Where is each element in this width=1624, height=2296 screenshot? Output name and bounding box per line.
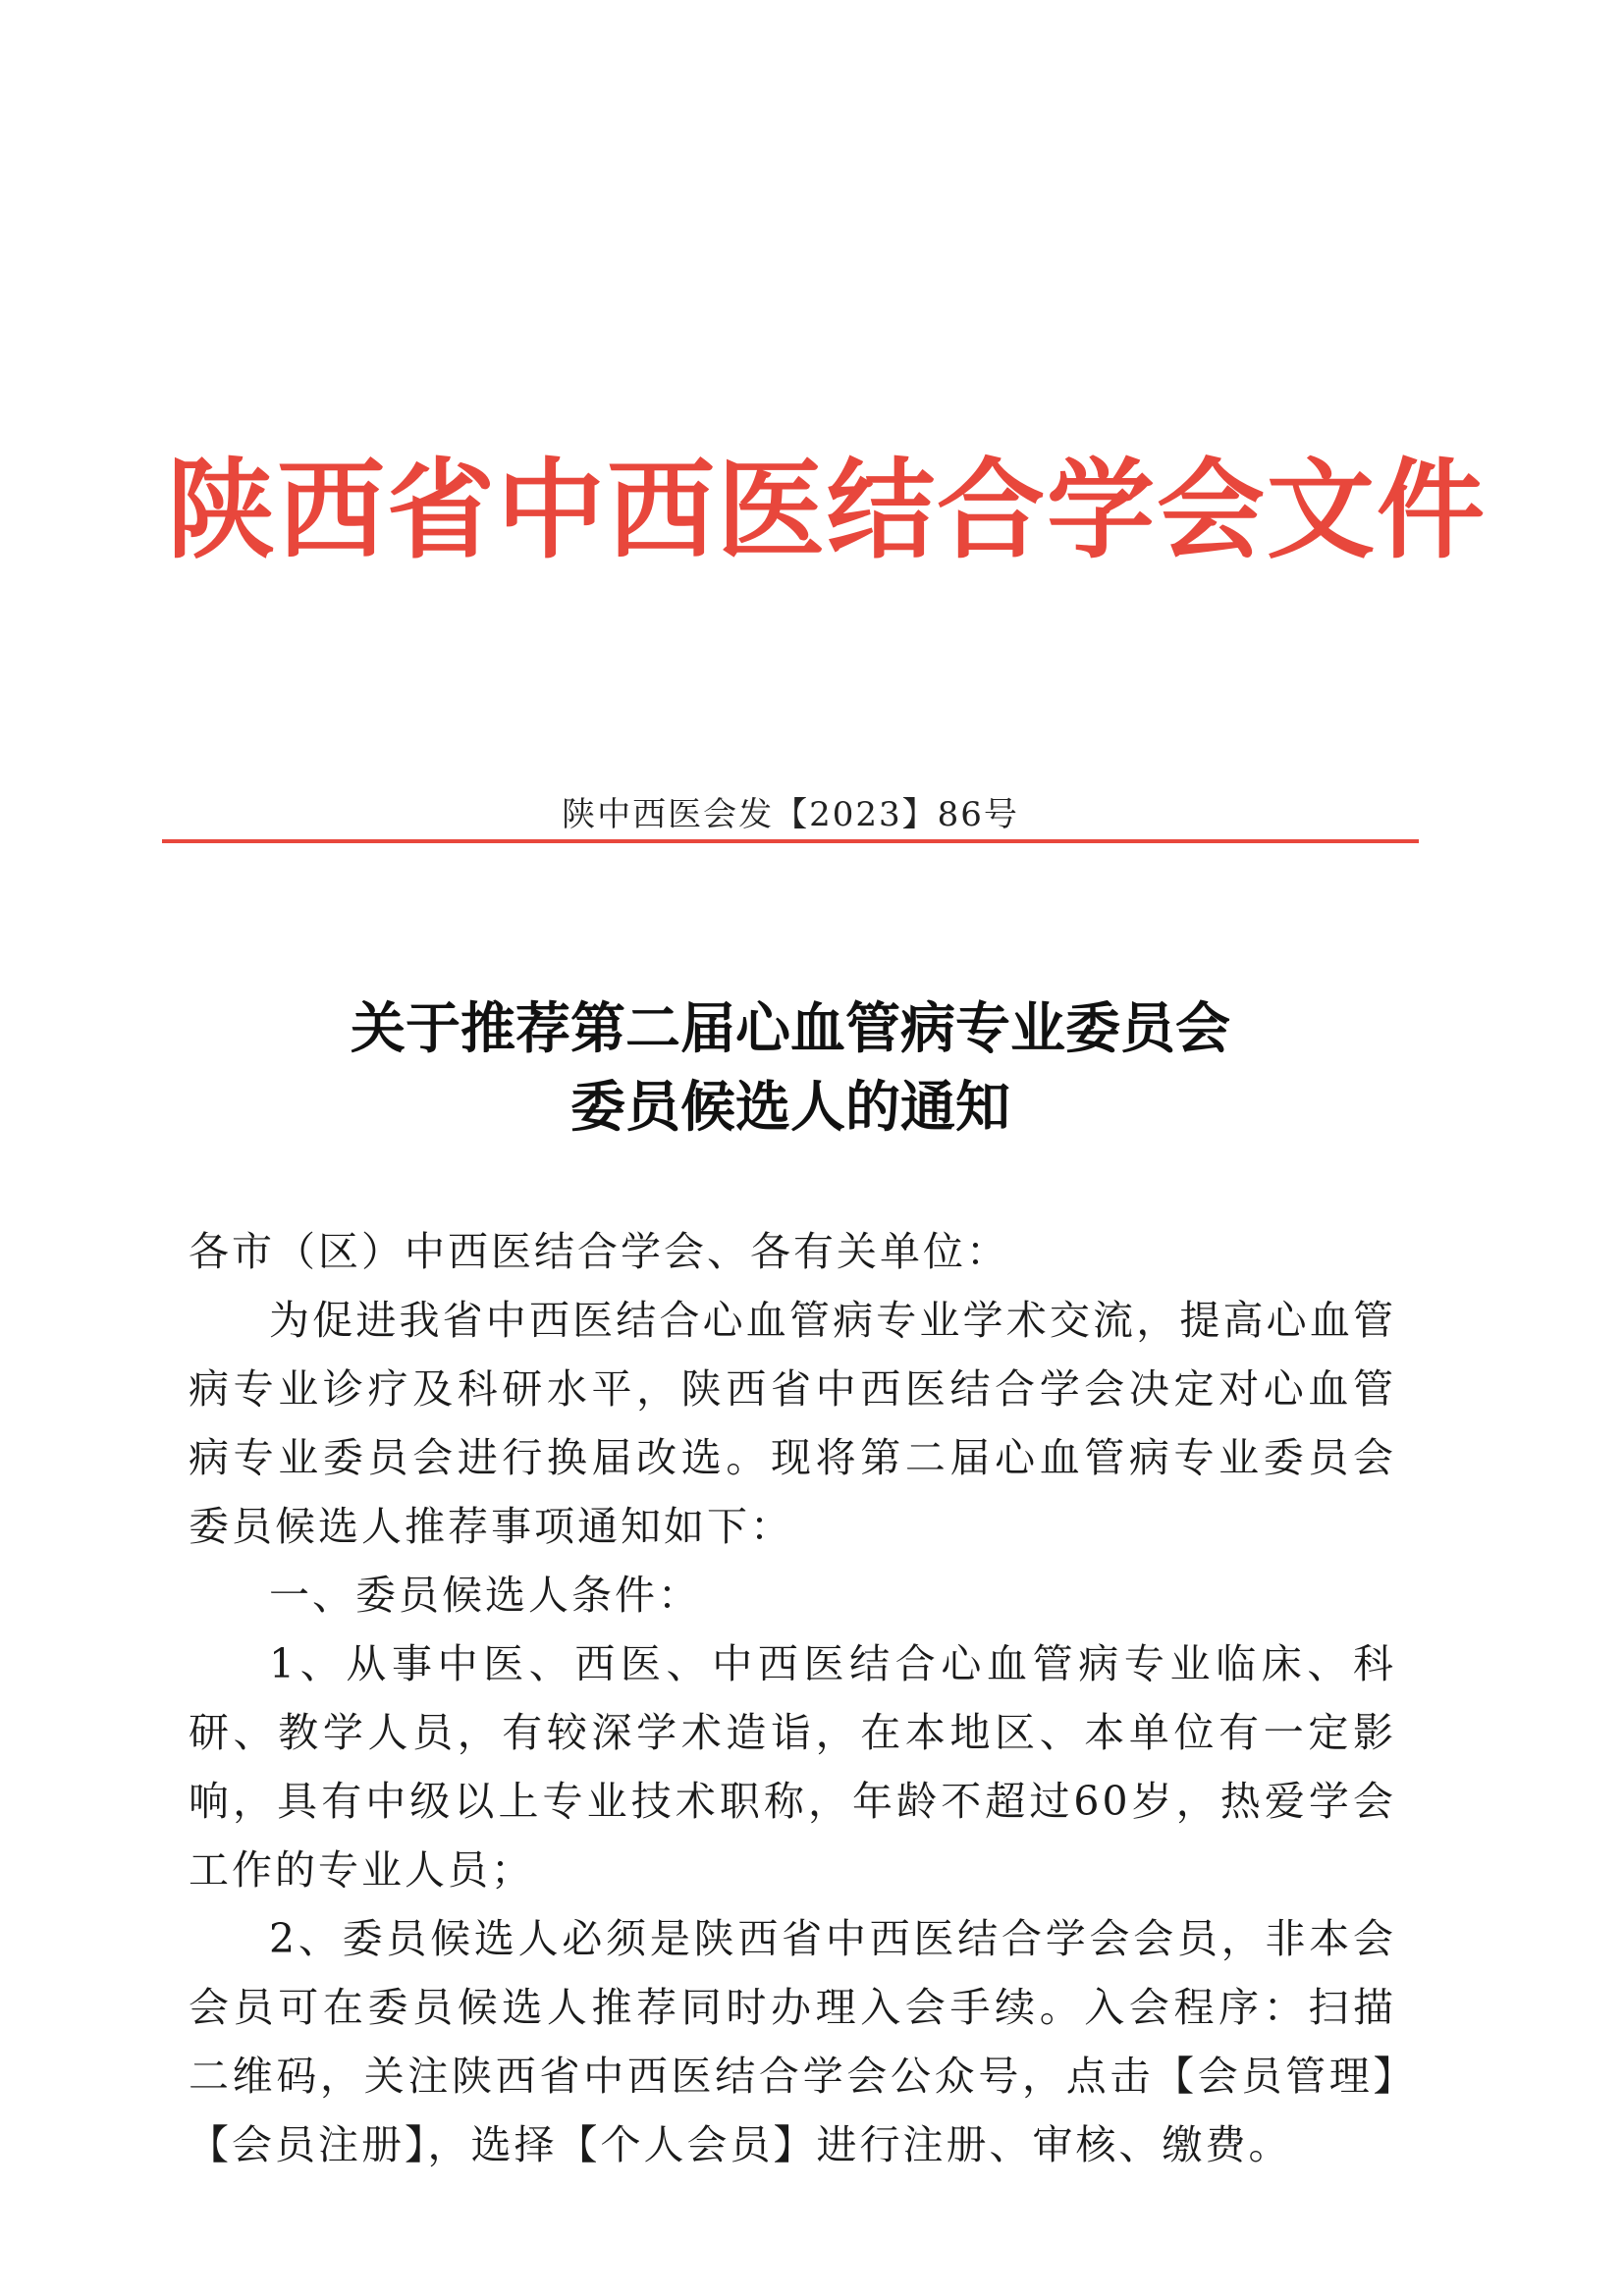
section-heading-candidate-conditions: 一、委员候选人条件： — [269, 1572, 701, 1619]
salutation: 各市（区）中西医结合学会、各有关单位： — [189, 1228, 1009, 1275]
notice-title-line-1: 关于推荐第二届心血管病专业委员会 — [351, 996, 1230, 1061]
notice-body — [189, 1217, 1396, 2179]
document-number: 陕中西医会发【2023】86号 — [562, 795, 1019, 834]
paragraph-condition-2: 2、委员候选人必须是陕西省中西医结合学会会员，非本会会员可在委员候选人推荐同时办理入会手续。入会程序：扫描二维码，关注陕西省中西医结合学会公众号，点击【会员管理】【会员注册】，选择【个人会员】进行注册、审核、缴费。 — [189, 1915, 1396, 2168]
notice-title — [162, 989, 1419, 1147]
header-divider — [162, 839, 1419, 843]
notice-title-line-2: 委员候选人的通知 — [570, 1075, 1010, 1140]
paragraph-condition-1: 1、从事中医、西医、中西医结合心血管病专业临床、科研、教学人员，有较深学术造诣，在本地区、本单位有一定影响，具有中级以上专业技术职称，年龄不超过60岁，热爱学会工作的专业人员； — [189, 1640, 1396, 1894]
paragraph-intro: 为促进我省中西医结合心血管病专业学术交流，提高心血管病专业诊疗及科研水平，陕西省中西医结合学会决定对心血管病专业委员会进行换届改选。现将第二届心血管病专业委员会委员候选人推荐事项通知如下： — [189, 1297, 1396, 1550]
org-header-title: 陕西省中西医结合学会文件 — [167, 447, 1487, 573]
